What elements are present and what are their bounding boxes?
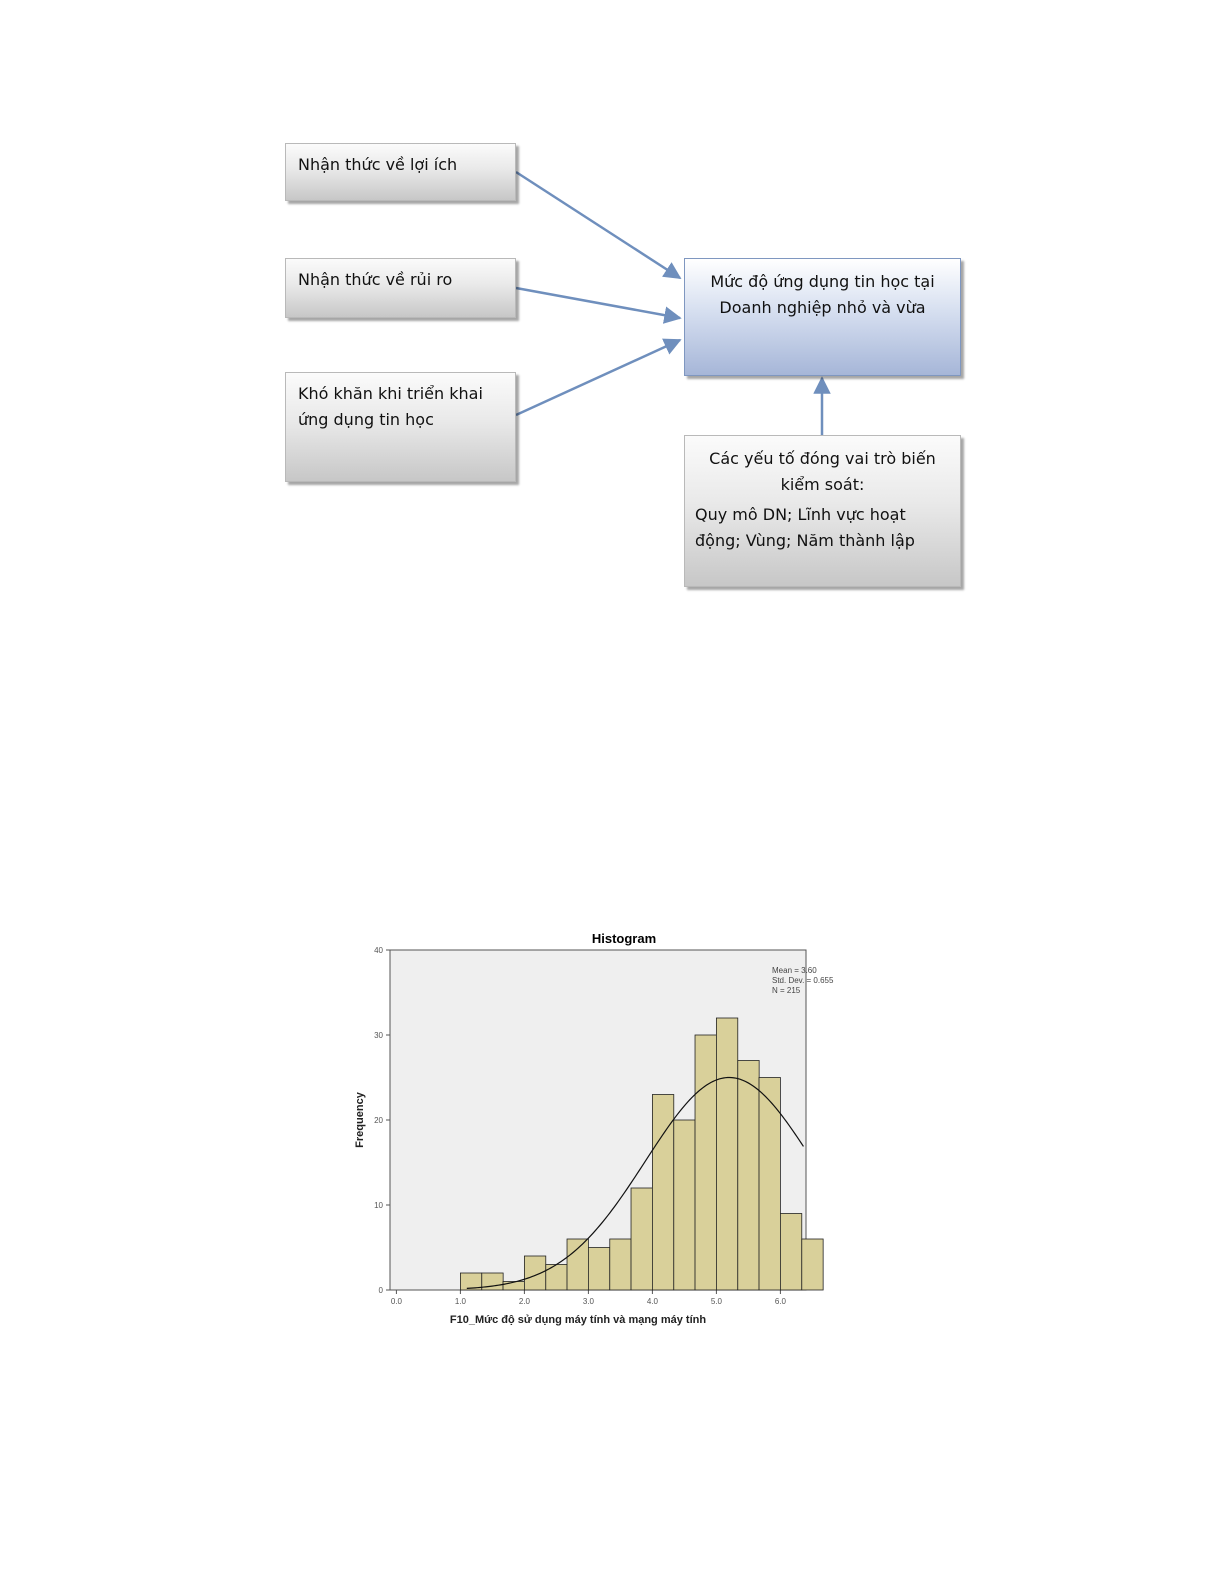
histogram-bar: [588, 1248, 609, 1291]
y-axis-label: Frequency: [354, 1092, 366, 1148]
histogram-bar: [716, 1018, 737, 1290]
histogram-bar: [631, 1188, 652, 1290]
x-tick-label: 5.0: [710, 1297, 722, 1306]
y-tick-label: 20: [374, 1116, 383, 1125]
y-axis: [374, 946, 390, 1295]
y-tick-label: 10: [374, 1201, 383, 1210]
chart-title: Histogram: [591, 931, 657, 946]
arrow-benefit-to-outcome: [516, 172, 680, 278]
box-risk-text: Nhận thức về rủi ro: [298, 270, 453, 289]
histogram-bar: [738, 1061, 759, 1291]
x-tick-label: 2.0: [518, 1297, 530, 1306]
x-axis: [391, 1290, 787, 1306]
box-difficulty-line-2: ứng dụng tin học: [298, 410, 434, 429]
stats-std: Std. Dev. = 0.655: [772, 976, 834, 985]
histogram-chart: [340, 925, 880, 1345]
box-implementation-difficulty: [285, 372, 516, 482]
histogram-bar: [780, 1214, 801, 1291]
box-difficulty-line-1: Khó khăn khi triển khai: [298, 384, 483, 403]
box-risk-perception: [285, 258, 516, 318]
histogram-bar: [610, 1239, 631, 1290]
histogram-bar: [802, 1239, 823, 1290]
box-control-items-line-2: động; Vùng; Năm thành lập: [695, 531, 915, 550]
y-tick-label: 30: [374, 1031, 383, 1040]
x-tick-label: 3.0: [582, 1297, 594, 1306]
box-outcome-line-2: Doanh nghiệp nhỏ và vừa: [719, 298, 926, 317]
box-control-title-line-1: Các yếu tố đóng vai trò biến: [709, 449, 936, 468]
histogram-bar: [695, 1035, 716, 1290]
box-it-application-level: [684, 258, 961, 376]
box-control-variables: [684, 435, 961, 587]
box-benefit-text: Nhận thức về lợi ích: [298, 155, 458, 174]
y-tick-label: 40: [374, 946, 383, 955]
stats-mean: Mean = 3.60: [772, 966, 817, 975]
histogram-bar: [674, 1120, 695, 1290]
x-tick-label: 1.0: [454, 1297, 466, 1306]
box-benefit-perception: [285, 143, 516, 201]
x-tick-label: 4.0: [646, 1297, 658, 1306]
stats-n: N = 215: [772, 986, 801, 995]
histogram-bar: [567, 1239, 588, 1290]
x-axis-label: F10_Mức độ sử dụng máy tính và mạng máy tính: [449, 1314, 707, 1326]
box-control-items-line-1: Quy mô DN; Lĩnh vực hoạt: [695, 505, 906, 524]
box-control-title-line-2: kiểm soát:: [780, 475, 865, 494]
x-tick-label: 6.0: [774, 1297, 786, 1306]
arrow-difficulty-to-outcome: [516, 340, 680, 415]
diagram-arrows: [0, 0, 1225, 620]
histogram-bar: [524, 1256, 545, 1290]
arrow-risk-to-outcome: [516, 288, 680, 318]
box-outcome-line-1: Mức độ ứng dụng tin học tại: [710, 272, 935, 291]
x-tick-label: 0.0: [390, 1297, 402, 1306]
y-tick-label: 0: [378, 1286, 383, 1295]
